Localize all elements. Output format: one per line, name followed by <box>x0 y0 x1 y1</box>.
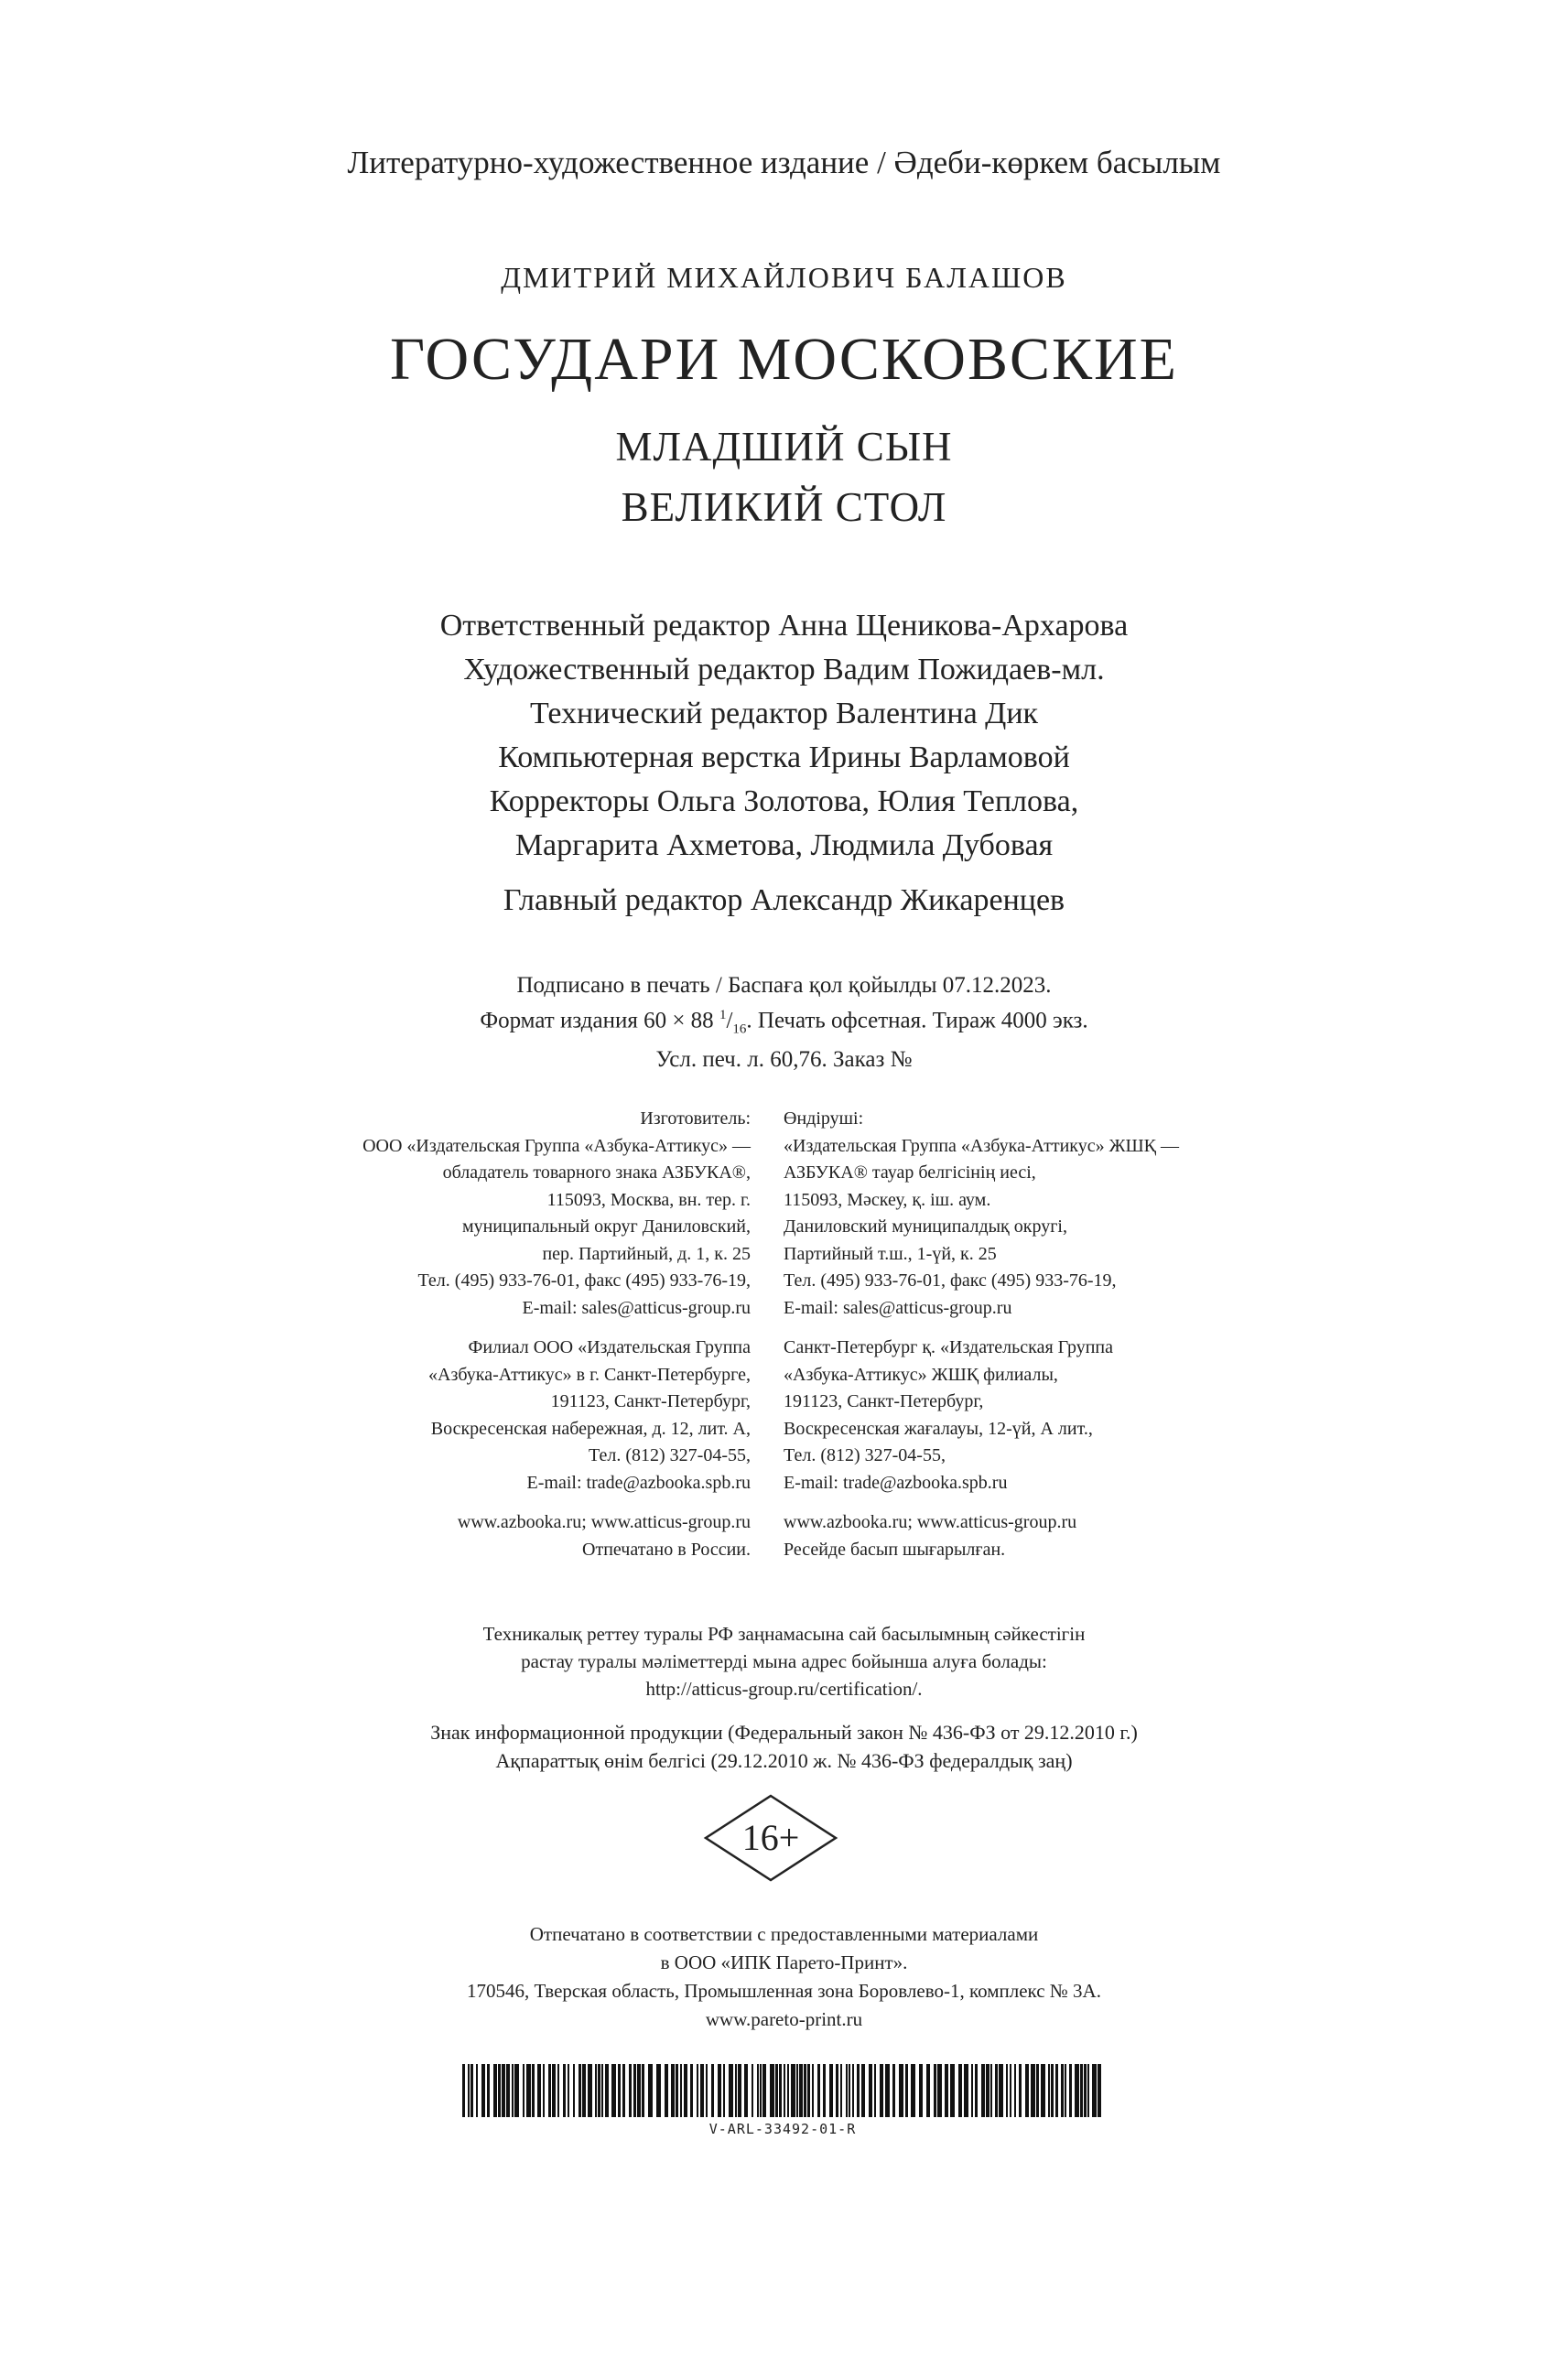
barcode-bar <box>899 2064 903 2117</box>
print-info <box>0 970 1568 1075</box>
barcode-bar <box>481 2064 485 2117</box>
barcode-bar <box>861 2064 865 2117</box>
age-rating-text: 16+ <box>741 1817 800 1858</box>
text-line: 191123, Санкт-Петербург, <box>550 1391 751 1411</box>
barcode-bar <box>757 2064 759 2117</box>
text-line: Техникалық реттеу туралы РФ заңнамасына сай басылымның сәйкестігін <box>482 1623 1086 1645</box>
barcode-bar <box>804 2064 806 2117</box>
barcode-bar <box>526 2064 531 2117</box>
barcode-bar <box>582 2064 586 2117</box>
credit-line: Ответственный редактор Анна Щеникова-Архарова <box>439 609 1129 643</box>
signed-to-print: Подписано в печать / Баспаға қол қойылды 07.12.2023. <box>516 973 1052 998</box>
barcode-bar <box>817 2064 820 2117</box>
barcode-bar <box>1061 2064 1064 2117</box>
text-line: Воскресенская жағалауы, 12-үй, А лит., <box>784 1418 1093 1439</box>
barcode-bar <box>1025 2064 1029 2117</box>
branch-kz <box>784 1335 1179 1497</box>
barcode-bar <box>735 2064 737 2117</box>
barcode-bar <box>671 2064 675 2117</box>
barcode-bar <box>563 2064 566 2117</box>
text-line: Изготовитель: <box>640 1108 751 1129</box>
barcode-bar <box>779 2064 782 2117</box>
barcode-bar <box>706 2064 708 2117</box>
barcode-bar <box>1036 2064 1039 2117</box>
barcode-bar <box>995 2064 998 2117</box>
barcode-bar <box>911 2064 915 2117</box>
barcode-bar <box>950 2064 955 2117</box>
barcode-bar <box>1051 2064 1054 2117</box>
barcode-bar <box>926 2064 930 2117</box>
text-line: «Азбука-Аттикус» в г. Санкт-Петербурге, <box>428 1364 751 1385</box>
information-sign <box>0 1718 1568 1775</box>
barcode-bar <box>642 2064 644 2117</box>
column-kazakh <box>784 1106 1179 1576</box>
barcode-bar <box>975 2064 978 2117</box>
barcode-bar <box>552 2064 556 2117</box>
barcode-bar <box>1075 2064 1079 2117</box>
barcode-bar <box>1098 2064 1101 2117</box>
barcode-bar <box>512 2064 514 2117</box>
column-russian <box>362 1106 751 1576</box>
barcode-bar <box>476 2064 478 2117</box>
subtitle-2: ВЕЛИКИЙ СТОЛ <box>621 484 947 530</box>
text-line: АЗБУКА® тауар белгісінің иесі, <box>784 1162 1036 1183</box>
barcode-bar <box>506 2064 510 2117</box>
web-kz <box>784 1509 1179 1563</box>
text-line: муниципальный округ Даниловский, <box>461 1216 751 1237</box>
barcode-bar <box>1084 2064 1087 2117</box>
barcode-bar <box>869 2064 872 2117</box>
barcode-bar <box>543 2064 545 2117</box>
email-line: E-mail: trade@azbooka.spb.ru <box>784 1472 1008 1493</box>
text-line: «Издательская Группа «Азбука-Аттикус» ЖШҚ — <box>784 1135 1180 1156</box>
barcode-bar <box>934 2064 936 2117</box>
barcode-bar <box>711 2064 714 2117</box>
barcode-bar <box>852 2064 854 2117</box>
barcode-bar <box>857 2064 860 2117</box>
order-line: Усл. печ. л. 60,76. Заказ № <box>655 1047 913 1073</box>
barcode-bar <box>892 2064 895 2117</box>
barcode-bar <box>523 2064 524 2117</box>
barcode-bar <box>487 2064 490 2117</box>
barcode-bar <box>684 2064 687 2117</box>
text-line: ООО «Издательская Группа «Азбука-Аттикус» — <box>362 1135 751 1156</box>
barcode-bar <box>796 2064 798 2117</box>
book-title: ГОСУДАРИ МОСКОВСКИЕ <box>389 326 1178 393</box>
email-line: E-mail: sales@atticus-group.ru <box>522 1297 751 1318</box>
barcode-bar <box>493 2064 497 2117</box>
barcode-bar <box>656 2064 661 2117</box>
barcode-bar <box>1048 2064 1050 2117</box>
barcode-bar <box>812 2064 814 2117</box>
barcode-bar <box>498 2064 501 2117</box>
text-line: 115093, Москва, вн. тер. г. <box>546 1189 751 1210</box>
manufacturer-kz <box>784 1106 1179 1322</box>
barcode-bar <box>937 2064 942 2117</box>
barcode-bar <box>999 2064 1003 2117</box>
age-rating-badge <box>702 1792 839 1884</box>
barcode-bar <box>690 2064 693 2117</box>
text-line: Тел. (495) 933-76-01, факс (495) 933-76-19, <box>784 1270 1117 1291</box>
barcode-bar <box>775 2064 778 2117</box>
barcode-bar <box>738 2064 741 2117</box>
barcode-bar <box>1092 2064 1097 2117</box>
barcode-bar <box>829 2064 833 2117</box>
website-line: www.azbooka.ru; www.atticus-group.ru <box>457 1512 751 1532</box>
text-line: Даниловский муниципалдық округі, <box>784 1216 1067 1237</box>
barcode-bar <box>807 2064 810 2117</box>
format-prefix: Формат издания 60 × 88 <box>480 1008 719 1033</box>
barcode-bar <box>637 2064 641 2117</box>
barcode-bar <box>514 2064 519 2117</box>
credit-line: Художественный редактор Вадим Пожидаев-мл. <box>463 653 1105 686</box>
barcode-bar <box>1087 2064 1089 2117</box>
barcode-bar <box>1080 2064 1083 2117</box>
barcode-bar <box>633 2064 636 2117</box>
barcode-bar <box>945 2064 948 2117</box>
text-line: Ресейде басып шығарылған. <box>784 1539 1006 1560</box>
barcode-bar <box>537 2064 541 2117</box>
barcode-bar <box>611 2064 616 2117</box>
barcode-bar <box>588 2064 592 2117</box>
credit-line: Компьютерная верстка Ирины Варламовой <box>498 740 1070 774</box>
certification-info <box>0 1620 1568 1702</box>
text-line: в ООО «ИПК Парето-Принт». <box>660 1951 908 1973</box>
barcode-bar <box>595 2064 597 2117</box>
barcode-bar <box>462 2064 465 2117</box>
barcode-bar <box>760 2064 762 2117</box>
barcode-bar <box>1065 2064 1066 2117</box>
text-line: Тел. (812) 327-04-55, <box>589 1445 751 1465</box>
barcode-bar <box>468 2064 470 2117</box>
barcode-bar <box>762 2064 766 2117</box>
barcode-bar <box>680 2064 682 2117</box>
barcode-bar <box>1019 2064 1022 2117</box>
barcode-bar <box>971 2064 973 2117</box>
format-fraction-denominator: 16 <box>732 1021 747 1037</box>
barcode-bar <box>676 2064 678 2117</box>
text-line: Тел. (495) 933-76-01, факс (495) 933-76-19, <box>417 1270 751 1291</box>
barcode-bar <box>470 2064 473 2117</box>
barcode-bar <box>629 2064 632 2117</box>
printer-website: www.pareto-print.ru <box>705 2008 863 2030</box>
barcode-bar <box>502 2064 505 2117</box>
barcode-bar <box>729 2064 733 2117</box>
barcode-bar <box>1041 2064 1045 2117</box>
website-line: www.azbooka.ru; www.atticus-group.ru <box>784 1512 1077 1532</box>
barcode-icon <box>462 2064 1103 2117</box>
barcode-bar <box>700 2064 704 2117</box>
barcode-bar <box>986 2064 989 2117</box>
barcode-bar <box>880 2064 883 2117</box>
text-line: Знак информационной продукции (Федеральный закон № 436-ФЗ от 29.12.2010 г.) <box>430 1721 1138 1744</box>
barcode-bar <box>648 2064 653 2117</box>
text-line: обладатель товарного знака АЗБУКА®, <box>442 1162 751 1183</box>
barcode-bar <box>598 2064 600 2117</box>
format-fraction-numerator: 1 <box>719 1008 727 1022</box>
barcode-bar <box>1014 2064 1016 2117</box>
credit-line: Технический редактор Валентина Дик <box>529 697 1039 730</box>
text-line: Воскресенская набережная, д. 12, лит. А, <box>430 1418 751 1439</box>
barcode-bar <box>823 2064 826 2117</box>
text-line: пер. Партийный, д. 1, к. 25 <box>542 1243 751 1264</box>
barcode-bar <box>1069 2064 1072 2117</box>
barcode-bar <box>1055 2064 1058 2117</box>
barcode-bar <box>846 2064 848 2117</box>
text-line: Тел. (812) 327-04-55, <box>784 1445 946 1465</box>
branch-ru <box>362 1335 751 1497</box>
barcode-bar <box>618 2064 621 2117</box>
email-line: E-mail: trade@azbooka.spb.ru <box>526 1472 751 1493</box>
barcode-bar <box>784 2064 785 2117</box>
barcode <box>462 2064 1103 2146</box>
barcode-bar <box>622 2064 625 2117</box>
text-line: Өндіруші: <box>784 1108 864 1129</box>
barcode-bar <box>799 2064 803 2117</box>
barcode-bar <box>744 2064 748 2117</box>
printer-info <box>0 1920 1568 2034</box>
format-suffix: . Печать офсетная. Тираж 4000 экз. <box>746 1008 1088 1033</box>
barcode-bar <box>990 2064 992 2117</box>
text-line: Филиал ООО «Издательская Группа <box>468 1337 751 1357</box>
barcode-bar <box>718 2064 721 2117</box>
text-line: Санкт-Петербург қ. «Издательская Группа <box>784 1337 1113 1357</box>
barcode-bar <box>836 2064 838 2117</box>
text-line: 115093, Мәскеу, қ. іш. аум. <box>784 1189 991 1210</box>
barcode-bar <box>905 2064 908 2117</box>
chief-editor: Главный редактор Александр Жикаренцев <box>503 883 1065 917</box>
manufacturer-ru <box>362 1106 751 1322</box>
barcode-bar <box>723 2064 725 2117</box>
text-line: 170546, Тверская область, Промышленная зона Боровлево-1, комплекс № 3А. <box>467 1980 1101 2002</box>
barcode-bar <box>605 2064 609 2117</box>
barcode-bar <box>981 2064 985 2117</box>
credit-line: Маргарита Ахметова, Людмила Дубовая <box>514 828 1054 862</box>
barcode-bar <box>1010 2064 1011 2117</box>
barcode-bar <box>1031 2064 1035 2117</box>
barcode-bar <box>770 2064 774 2117</box>
text-line: 191123, Санкт-Петербург, <box>784 1391 984 1411</box>
email-line: E-mail: sales@atticus-group.ru <box>784 1297 1012 1318</box>
barcode-bar <box>557 2064 559 2117</box>
certification-url: http://atticus-group.ru/certification/. <box>645 1678 923 1700</box>
barcode-bar <box>579 2064 581 2117</box>
credits <box>0 604 1568 923</box>
web-ru <box>362 1509 751 1563</box>
text-line: Партийный т.ш., 1-үй, к. 25 <box>784 1243 997 1264</box>
barcode-bar <box>919 2064 923 2117</box>
barcode-bar <box>697 2064 698 2117</box>
author-name: ДМИТРИЙ МИХАЙЛОВИЧ БАЛАШОВ <box>501 261 1067 294</box>
barcode-bar <box>752 2064 753 2117</box>
barcode-bar <box>958 2064 962 2117</box>
barcode-bar <box>791 2064 795 2117</box>
text-line: Отпечатано в соответствии с предоставленными материалами <box>529 1923 1039 1945</box>
barcode-bar <box>548 2064 551 2117</box>
barcode-bar <box>874 2064 876 2117</box>
barcode-bar <box>787 2064 789 2117</box>
text-line: «Азбука-Аттикус» ЖШҚ филиалы, <box>784 1364 1058 1385</box>
barcode-bar <box>601 2064 603 2117</box>
barcode-bar <box>964 2064 968 2117</box>
barcode-code: V-ARL-33492-01-R <box>708 2121 857 2137</box>
text-line: растау туралы мәліметтерді мына адрес бойынша алуға болады: <box>521 1650 1047 1672</box>
text-line: Отпечатано в России. <box>582 1539 751 1560</box>
barcode-bar <box>840 2064 842 2117</box>
barcode-bar <box>1006 2064 1008 2117</box>
subtitle-1: МЛАДШИЙ СЫН <box>615 424 953 470</box>
barcode-bar <box>849 2064 850 2117</box>
barcode-bar <box>665 2064 668 2117</box>
barcode-bar <box>568 2064 569 2117</box>
barcode-bar <box>885 2064 890 2117</box>
credit-line: Корректоры Ольга Золотова, Юлия Теплова, <box>489 784 1079 818</box>
barcode-bar <box>532 2064 535 2117</box>
text-line: Ақпараттық өнім белгісі (29.12.2010 ж. № 436-ФЗ федералдық заң) <box>495 1749 1073 1772</box>
edition-type: Литературно-художественное издание / Әдеби-көркем басылым <box>347 145 1221 180</box>
format-line: Формат издания 60 × 88 $^1/_{16}$. Печать офсетная. Тираж 4000 экз. <box>480 1008 1088 1037</box>
barcode-bar <box>573 2064 575 2117</box>
